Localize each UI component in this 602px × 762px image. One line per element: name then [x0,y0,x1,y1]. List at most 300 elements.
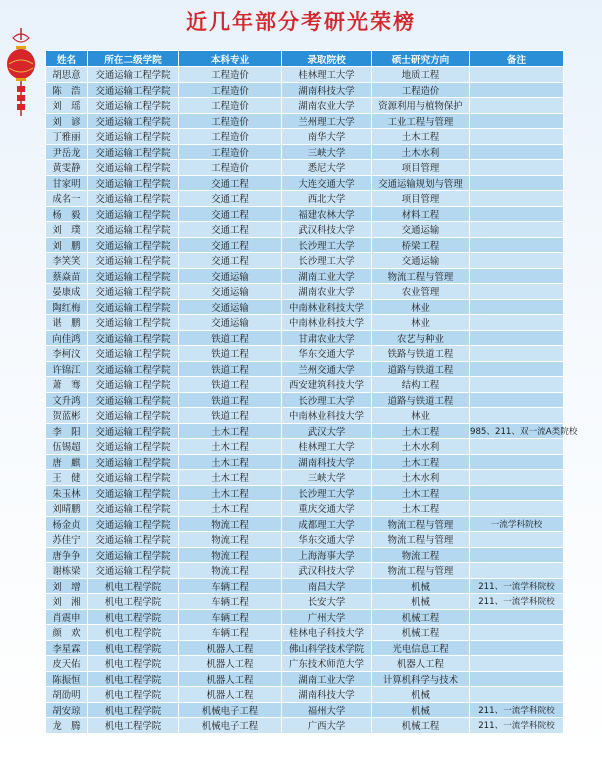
cell-major: 工程造价 [179,113,282,129]
table-row [46,82,564,98]
cell-school: 成都理工大学 [282,516,372,532]
cell-major: 机械电子工程 [179,702,282,718]
cell-note [470,82,564,98]
cell-college: 交通运输工程学院 [88,454,179,470]
cell-major: 铁道工程 [179,408,282,424]
cell-college: 交通运输工程学院 [88,408,179,424]
table-row [46,253,564,269]
cell-name: 丁雅丽 [46,129,88,145]
cell-direction: 物流工程与管理 [372,268,470,284]
table-row [46,113,564,129]
cell-major: 车辆工程 [179,594,282,610]
cell-school: 广州大学 [282,609,372,625]
cell-direction: 桥梁工程 [372,237,470,253]
cell-direction: 机械 [372,702,470,718]
cell-college: 交通运输工程学院 [88,98,179,114]
cell-college: 交通运输工程学院 [88,392,179,408]
cell-direction: 地质工程 [372,67,470,83]
cell-direction: 项目管理 [372,191,470,207]
table-row [46,129,564,145]
cell-direction: 林业 [372,315,470,331]
header-note: 备注 [470,51,564,67]
cell-name: 李笑笑 [46,253,88,269]
cell-school: 佛山科学技术学院 [282,640,372,656]
cell-school: 武汉大学 [282,423,372,439]
cell-direction: 机械工程 [372,718,470,734]
cell-school: 桂林理工大学 [282,439,372,455]
cell-college: 交通运输工程学院 [88,439,179,455]
cell-note [470,640,564,656]
cell-name: 胡劭明 [46,687,88,703]
cell-major: 铁道工程 [179,377,282,393]
cell-major: 交通工程 [179,175,282,191]
cell-name: 刘 谚 [46,113,88,129]
cell-name: 谌 鹏 [46,315,88,331]
cell-direction: 机械 [372,578,470,594]
cell-direction: 道路与铁道工程 [372,361,470,377]
cell-major: 交通工程 [179,191,282,207]
cell-note [470,377,564,393]
cell-note [470,532,564,548]
cell-college: 交通运输工程学院 [88,299,179,315]
cell-major: 交通工程 [179,253,282,269]
table-row [46,330,564,346]
cell-school: 南昌大学 [282,578,372,594]
cell-school: 上海海事大学 [282,547,372,563]
cell-name: 晏康成 [46,284,88,300]
cell-name: 陶红梅 [46,299,88,315]
cell-direction: 土木工程 [372,501,470,517]
cell-name: 颜 欢 [46,625,88,641]
cell-major: 车辆工程 [179,625,282,641]
cell-note [470,175,564,191]
cell-name: 唐争争 [46,547,88,563]
cell-major: 机器人工程 [179,656,282,672]
cell-direction: 工程造价 [372,82,470,98]
cell-college: 交通运输工程学院 [88,501,179,517]
cell-school: 广西大学 [282,718,372,734]
table-row [46,547,564,563]
cell-direction: 机械工程 [372,625,470,641]
cell-name: 刘 增 [46,578,88,594]
cell-note [470,129,564,145]
cell-college: 机电工程学院 [88,687,179,703]
cell-name: 杨金贞 [46,516,88,532]
cell-note: 211、一流学科院校 [470,702,564,718]
header-school: 录取院校 [282,51,372,67]
cell-direction: 资源利用与植物保护 [372,98,470,114]
cell-major: 机器人工程 [179,671,282,687]
cell-college: 交通运输工程学院 [88,377,179,393]
cell-note [470,671,564,687]
cell-college: 交通运输工程学院 [88,330,179,346]
cell-college: 机电工程学院 [88,671,179,687]
cell-major: 工程造价 [179,98,282,114]
cell-college: 交通运输工程学院 [88,129,179,145]
cell-direction: 土木工程 [372,129,470,145]
cell-note: 211、一流学科院校 [470,594,564,610]
cell-school: 福州大学 [282,702,372,718]
cell-name: 尹岳龙 [46,144,88,160]
cell-direction: 计算机科学与技术 [372,671,470,687]
cell-major: 土木工程 [179,439,282,455]
cell-name: 李星霖 [46,640,88,656]
cell-note [470,361,564,377]
cell-note [470,439,564,455]
cell-school: 长沙理工大学 [282,253,372,269]
table-row [46,237,564,253]
cell-name: 李 阳 [46,423,88,439]
cell-school: 三峡大学 [282,144,372,160]
cell-name: 唐 麒 [46,454,88,470]
cell-major: 机器人工程 [179,640,282,656]
cell-direction: 交通运输 [372,222,470,238]
cell-school: 湖南工业大学 [282,268,372,284]
cell-college: 交通运输工程学院 [88,563,179,579]
cell-note [470,268,564,284]
table-row [46,175,564,191]
cell-major: 机器人工程 [179,687,282,703]
cell-college: 交通运输工程学院 [88,82,179,98]
cell-note [470,687,564,703]
cell-college: 交通运输工程学院 [88,237,179,253]
table-row [46,361,564,377]
table-row [46,67,564,83]
cell-college: 交通运输工程学院 [88,423,179,439]
cell-name: 刘 鹏 [46,237,88,253]
cell-note [470,485,564,501]
cell-direction: 材料工程 [372,206,470,222]
cell-major: 车辆工程 [179,578,282,594]
cell-note [470,625,564,641]
cell-note [470,454,564,470]
cell-direction: 林业 [372,299,470,315]
cell-direction: 铁路与铁道工程 [372,346,470,362]
cell-name: 龙 腾 [46,718,88,734]
cell-name: 黄雯静 [46,160,88,176]
cell-note [470,284,564,300]
cell-college: 交通运输工程学院 [88,361,179,377]
cell-note [470,315,564,331]
cell-school: 湖南科技大学 [282,687,372,703]
table-row [46,160,564,176]
table-row [46,299,564,315]
cell-name: 贺蓝彬 [46,408,88,424]
cell-school: 湖南农业大学 [282,284,372,300]
cell-major: 交通工程 [179,237,282,253]
cell-name: 苏佳宁 [46,532,88,548]
table-row [46,222,564,238]
cell-direction: 项目管理 [372,160,470,176]
cell-note [470,98,564,114]
cell-note [470,222,564,238]
cell-major: 机械电子工程 [179,718,282,734]
cell-note: 211、一流学科院校 [470,578,564,594]
cell-college: 机电工程学院 [88,656,179,672]
cell-school: 中南林业科技大学 [282,315,372,331]
cell-note [470,299,564,315]
cell-school: 桂林电子科技大学 [282,625,372,641]
cell-note [470,67,564,83]
table-row [46,284,564,300]
cell-major: 交通运输 [179,315,282,331]
table-row [46,702,564,718]
cell-major: 工程造价 [179,129,282,145]
table-row [46,687,564,703]
table-row [46,578,564,594]
cell-direction: 机械 [372,594,470,610]
cell-direction: 农艺与种业 [372,330,470,346]
cell-major: 土木工程 [179,470,282,486]
cell-school: 兰州理工大学 [282,113,372,129]
cell-school: 湖南工业大学 [282,671,372,687]
cell-direction: 光电信息工程 [372,640,470,656]
cell-school: 悉尼大学 [282,160,372,176]
cell-name: 刘 湘 [46,594,88,610]
cell-direction: 土木工程 [372,454,470,470]
cell-name: 许锦江 [46,361,88,377]
table-row [46,594,564,610]
cell-direction: 土木工程 [372,423,470,439]
table-row [46,423,564,439]
cell-college: 交通运输工程学院 [88,346,179,362]
cell-name: 胡安琼 [46,702,88,718]
table-row [46,454,564,470]
cell-direction: 土木水利 [372,144,470,160]
table-row [46,609,564,625]
cell-direction: 物流工程与管理 [372,563,470,579]
header-major: 本科专业 [179,51,282,67]
cell-major: 土木工程 [179,485,282,501]
cell-note [470,501,564,517]
cell-college: 交通运输工程学院 [88,485,179,501]
cell-direction: 机械 [372,687,470,703]
cell-college: 交通运输工程学院 [88,144,179,160]
cell-college: 交通运输工程学院 [88,315,179,331]
table-row [46,439,564,455]
table-row [46,144,564,160]
cell-college: 机电工程学院 [88,578,179,594]
cell-name: 朱玉林 [46,485,88,501]
cell-note [470,408,564,424]
table-row [46,191,564,207]
cell-major: 工程造价 [179,160,282,176]
cell-college: 交通运输工程学院 [88,268,179,284]
table-row [46,671,564,687]
cell-school: 湖南科技大学 [282,82,372,98]
cell-direction: 交通运输规划与管理 [372,175,470,191]
cell-college: 机电工程学院 [88,702,179,718]
cell-major: 物流工程 [179,516,282,532]
cell-major: 交通运输 [179,284,282,300]
cell-major: 铁道工程 [179,392,282,408]
cell-name: 成名一 [46,191,88,207]
cell-school: 甘肃农业大学 [282,330,372,346]
lantern-icon [4,28,38,118]
cell-school: 福建农林大学 [282,206,372,222]
cell-note [470,144,564,160]
cell-major: 铁道工程 [179,346,282,362]
cell-direction: 土木水利 [372,470,470,486]
table-row [46,346,564,362]
cell-name: 刘 璞 [46,222,88,238]
cell-school: 大连交通大学 [282,175,372,191]
cell-school: 西北大学 [282,191,372,207]
cell-school: 华东交通大学 [282,346,372,362]
cell-note [470,392,564,408]
cell-name: 胡思意 [46,67,88,83]
cell-name: 刘 瑶 [46,98,88,114]
cell-school: 长安大学 [282,594,372,610]
table-row [46,377,564,393]
cell-school: 三峡大学 [282,470,372,486]
cell-school: 湖南农业大学 [282,98,372,114]
cell-direction: 交通运输 [372,253,470,269]
cell-school: 重庆交通大学 [282,501,372,517]
cell-major: 土木工程 [179,454,282,470]
cell-direction: 工业工程与管理 [372,113,470,129]
table-row [46,516,564,532]
cell-college: 交通运输工程学院 [88,284,179,300]
table-row [46,563,564,579]
cell-name: 杨 毅 [46,206,88,222]
cell-college: 交通运输工程学院 [88,532,179,548]
cell-school: 广东技术师范大学 [282,656,372,672]
cell-name: 刘晴鹏 [46,501,88,517]
cell-college: 交通运输工程学院 [88,113,179,129]
cell-college: 机电工程学院 [88,594,179,610]
cell-major: 交通工程 [179,222,282,238]
table-row [46,98,564,114]
cell-name: 皮天佑 [46,656,88,672]
cell-school: 长沙理工大学 [282,392,372,408]
cell-major: 工程造价 [179,67,282,83]
cell-school: 南华大学 [282,129,372,145]
cell-note [470,470,564,486]
cell-college: 交通运输工程学院 [88,160,179,176]
cell-note [470,113,564,129]
cell-name: 文升鸿 [46,392,88,408]
table-row [46,470,564,486]
cell-direction: 土木工程 [372,485,470,501]
cell-note [470,191,564,207]
cell-major: 铁道工程 [179,361,282,377]
table-row [46,501,564,517]
cell-school: 桂林理工大学 [282,67,372,83]
cell-major: 工程造价 [179,82,282,98]
header-college: 所在二级学院 [88,51,179,67]
table-row [46,532,564,548]
cell-college: 交通运输工程学院 [88,175,179,191]
cell-college: 机电工程学院 [88,609,179,625]
table-row [46,625,564,641]
cell-note [470,253,564,269]
cell-name: 蔡焱苗 [46,268,88,284]
cell-school: 武汉科技大学 [282,222,372,238]
cell-college: 机电工程学院 [88,640,179,656]
cell-name: 李柯汶 [46,346,88,362]
cell-name: 谢栋梁 [46,563,88,579]
honor-roll-table-wrap [45,50,578,734]
cell-note [470,160,564,176]
cell-college: 交通运输工程学院 [88,516,179,532]
table-row [46,392,564,408]
cell-college: 交通运输工程学院 [88,67,179,83]
cell-name: 萧 骞 [46,377,88,393]
cell-note [470,547,564,563]
honor-roll-table [45,50,578,734]
cell-note [470,656,564,672]
cell-school: 中南林业科技大学 [282,299,372,315]
cell-school: 湖南科技大学 [282,454,372,470]
cell-college: 交通运输工程学院 [88,470,179,486]
cell-major: 交通运输 [179,299,282,315]
cell-college: 交通运输工程学院 [88,547,179,563]
cell-major: 物流工程 [179,547,282,563]
cell-college: 交通运输工程学院 [88,191,179,207]
cell-direction: 机械工程 [372,609,470,625]
cell-note: 一流学科院校 [470,516,564,532]
table-row [46,718,564,734]
cell-name: 王 健 [46,470,88,486]
cell-direction: 土木水利 [372,439,470,455]
cell-school: 中南林业科技大学 [282,408,372,424]
table-row [46,640,564,656]
cell-name: 伍锡超 [46,439,88,455]
cell-name: 陈 浩 [46,82,88,98]
cell-direction: 物流工程与管理 [372,516,470,532]
cell-major: 交通运输 [179,268,282,284]
cell-major: 土木工程 [179,423,282,439]
cell-major: 铁道工程 [179,330,282,346]
cell-school: 武汉科技大学 [282,563,372,579]
cell-school: 华东交通大学 [282,532,372,548]
header-direction: 硕士研究方向 [372,51,470,67]
cell-direction: 结构工程 [372,377,470,393]
cell-note [470,609,564,625]
cell-direction: 农业管理 [372,284,470,300]
table-body [46,67,578,734]
cell-college: 交通运输工程学院 [88,253,179,269]
table-row [46,408,564,424]
cell-college: 机电工程学院 [88,625,179,641]
cell-college: 交通运输工程学院 [88,222,179,238]
cell-major: 车辆工程 [179,609,282,625]
cell-major: 物流工程 [179,532,282,548]
cell-direction: 林业 [372,408,470,424]
table-row [46,485,564,501]
cell-direction: 道路与铁道工程 [372,392,470,408]
cell-note [470,346,564,362]
cell-note [470,563,564,579]
cell-name: 陈振恒 [46,671,88,687]
header-name: 姓名 [46,51,88,67]
cell-direction: 物流工程与管理 [372,532,470,548]
cell-school: 西安建筑科技大学 [282,377,372,393]
cell-direction: 物流工程 [372,547,470,563]
table-row [46,268,564,284]
cell-name: 肖震申 [46,609,88,625]
cell-note: 985、211、双一流A类院校 [470,423,564,439]
cell-note [470,206,564,222]
cell-major: 土木工程 [179,501,282,517]
cell-school: 长沙理工大学 [282,485,372,501]
cell-direction: 机器人工程 [372,656,470,672]
table-header-row [46,51,564,67]
cell-school: 兰州交通大学 [282,361,372,377]
page-title: 近几年部分考研光荣榜 [186,9,416,34]
table-row [46,656,564,672]
